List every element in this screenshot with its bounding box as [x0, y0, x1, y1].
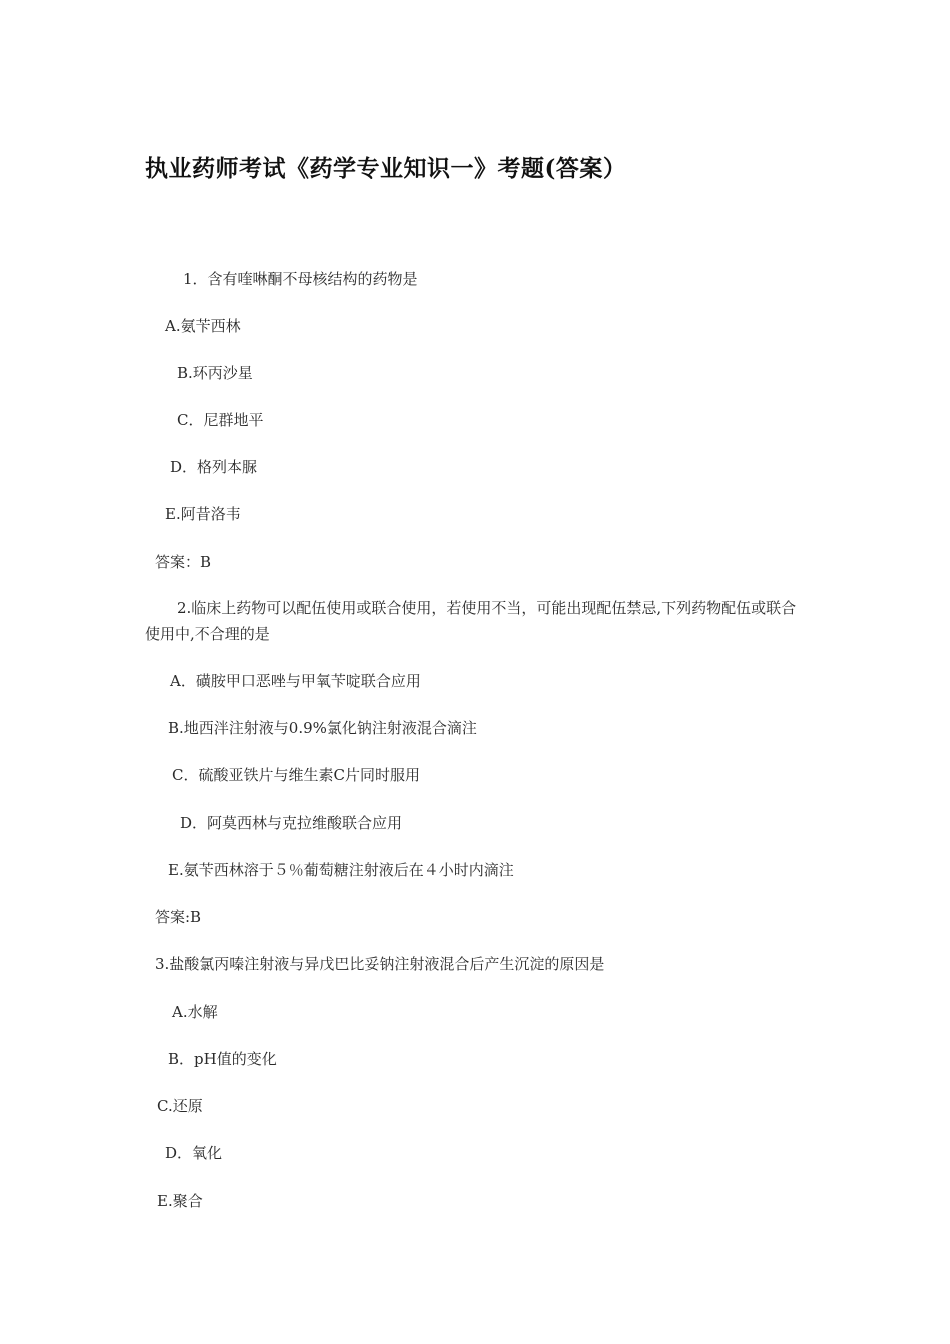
- question-1-stem: 1．含有喹啉酮不母核结构的药物是: [183, 270, 418, 288]
- question-2-option-a: A．磺胺甲口恶唑与甲氧苄啶联合应用: [170, 672, 421, 690]
- question-1-option-d: D．格列本脲: [170, 458, 258, 476]
- question-2-option-d: D．阿莫西林与克拉维酸联合应用: [180, 814, 403, 832]
- question-3-option-a: A.水解: [172, 1003, 218, 1021]
- question-3-option-b: B．pH值的变化: [168, 1050, 277, 1068]
- question-3-option-e: E.聚合: [157, 1192, 203, 1210]
- question-2-option-b: B.地西泮注射液与0.9%氯化钠注射液混合滴注: [168, 719, 477, 737]
- question-2-option-c: C．硫酸亚铁片与维生素C片同时服用: [172, 766, 420, 784]
- question-2-answer: 答案:B: [155, 908, 202, 926]
- question-3-option-d: D．氧化: [165, 1144, 223, 1162]
- question-1-option-c: C．尼群地平: [177, 411, 264, 429]
- question-2-stem: 2.临床上药物可以配伍使用或联合使用，若使用不当，可能出现配伍禁忌,下列药物配伍或联合使用中,不合理的是: [145, 599, 797, 643]
- question-1-option-a: A.氨苄西林: [165, 317, 241, 335]
- question-2-option-e: E.氨苄西林溶于５％葡萄糖注射液后在４小时内滴注: [168, 861, 514, 879]
- document-title: 执业药师考试《药学专业知识一》考题(答案）: [145, 155, 627, 182]
- question-1-answer: 答案：B: [155, 553, 212, 571]
- question-3-option-c: C.还原: [157, 1097, 203, 1115]
- question-1-option-e: E.阿昔洛韦: [165, 505, 241, 523]
- question-3-stem: 3.盐酸氯丙嗪注射液与异戊巴比妥钠注射液混合后产生沉淀的原因是: [155, 955, 605, 973]
- question-1-option-b: B.环丙沙星: [177, 364, 253, 382]
